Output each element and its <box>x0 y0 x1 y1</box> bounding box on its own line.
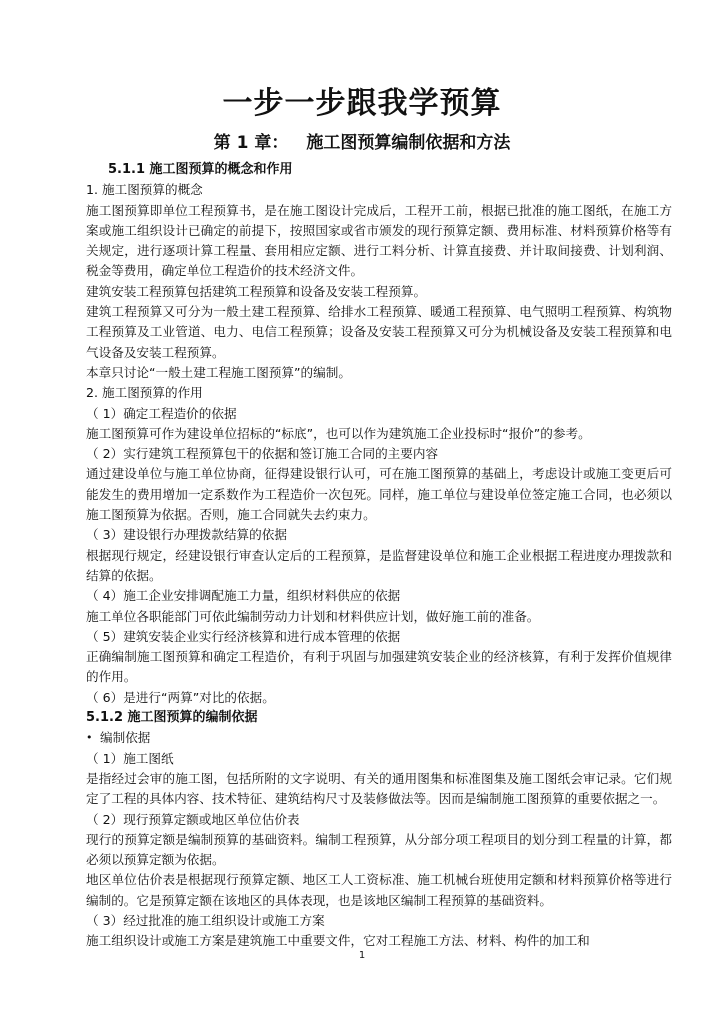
list-item: （ 2）现行预算定额或地区单位估价表 <box>86 811 300 827</box>
paragraph: 施工单位各职能部门可依此编制劳动力计划和材料供应计划，做好施工前的准备。 <box>86 608 540 624</box>
paragraph: 建筑工程预算又可分为一般土建工程预算、给排水工程预算、暖通工程预算、电气照明工程预算、构筑物工程预算及工业管道、电力、电信工程预算；设备及安装工程预算又可分为机械设备及安装工程预算和电气设备及安装工程预算。 <box>86 304 672 360</box>
paragraph: 施工组织设计或施工方案是建筑施工中重要文件，它对工程施工方法、材料、构件的加工和 <box>86 933 590 949</box>
paragraph: 地区单位估价表是根据现行预算定额、地区工人工资标准、施工机械台班使用定额和材料预算价格等进行编制的。它是预算定额在该地区的具体表现，也是该地区编制工程预算的基础资料。 <box>86 872 672 908</box>
bullet-icon: • <box>86 731 93 745</box>
section-heading-5-1-2: 5.1.2 施工图预算的编制依据 <box>86 710 258 726</box>
paragraph: 是指经过会审的施工图，包括所附的文字说明、有关的通用图集和标准图集及施工图纸会审记录。它们规定了工程的具体内容、技术特征、建筑结构尺寸及装修做法等。因而是编制施工图预算的重要依据之一。 <box>86 770 672 807</box>
paragraph: 根据现行规定，经建设银行审查认定后的工程预算，是监督建设单位和施工企业根据工程进度办理拨款和结算的依据。 <box>86 547 672 583</box>
paragraph: 现行的预算定额是编制预算的基础资料。编制工程预算，从分部分项工程项目的划分到工程量的计算，都必须以预算定额为依据。 <box>86 831 672 868</box>
bullet-text: 编制依据 <box>100 730 151 746</box>
document-body <box>86 160 672 952</box>
paragraph: 本章只讨论“一般土建工程施工图预算”的编制。 <box>86 364 351 380</box>
document-title: 一步一步跟我学预算 <box>222 86 502 121</box>
paragraph: 施工图预算即单位工程预算书，是在施工图设计完成后，工程开工前，根据已批准的施工图纸，在施工方案或施工组织设计已确定的前提下，按照国家或省市颁发的现行预算定额、费用标准、材料预算价格等有关规定，进行逐项计算工程量、套用相应定额、进行工料分析、计算直接费、并计取间接费、计划利润、税金等费用，确定单位工程造价的技术经济文件。 <box>86 202 672 279</box>
paragraph: 正确编制施工图预算和确定工程造价，有利于巩固与加强建筑安装企业的经济核算，有利于发挥价值规律的作用。 <box>86 649 672 685</box>
list-item: （ 5）建筑安装企业实行经济核算和进行成本管理的依据 <box>86 628 401 644</box>
list-item: （ 1）施工图纸 <box>86 750 174 766</box>
subheading-function: 2. 施工图预算的作用 <box>86 385 203 401</box>
page-number: 1 <box>358 950 366 961</box>
list-item: （ 6）是进行“两算”对比的依据。 <box>86 689 275 705</box>
list-item: （ 1）确定工程造价的依据 <box>86 405 237 421</box>
list-item: （ 3）经过批准的施工组织设计或施工方案 <box>86 912 325 928</box>
bullet-item <box>86 728 672 748</box>
list-item: （ 2）实行建筑工程预算包干的依据和签订施工合同的主要内容 <box>86 446 439 462</box>
paragraph: 施工图预算可作为建设单位招标的“标底”，也可以作为建筑施工企业投标时“报价”的参考。 <box>86 425 591 441</box>
paragraph: 通过建设单位与施工单位协商，征得建设银行认可，可在施工图预算的基础上，考虑设计或施工变更后可能发生的费用增加一定系数作为工程造价一次包死。同样，施工单位与建设单位签定施工合同，也必须以施工图预算为依据。否则，施工合同就失去约束力。 <box>86 466 672 523</box>
chapter-title: 施工图预算编制依据和方法 <box>306 133 511 153</box>
subheading-concept: 1. 施工图预算的概念 <box>86 182 203 198</box>
list-item: （ 3）建设银行办理拨款结算的依据 <box>86 527 287 543</box>
chapter-number: 第 1 章： <box>213 133 289 153</box>
chapter-heading <box>0 128 724 153</box>
section-heading-5-1-1: 5.1.1 施工图预算的概念和作用 <box>108 162 293 177</box>
list-item: （ 4）施工企业安排调配施工力量，组织材料供应的依据 <box>86 588 401 604</box>
paragraph: 建筑安装工程预算包括建筑工程预算和设备及安装工程预算。 <box>86 283 427 299</box>
